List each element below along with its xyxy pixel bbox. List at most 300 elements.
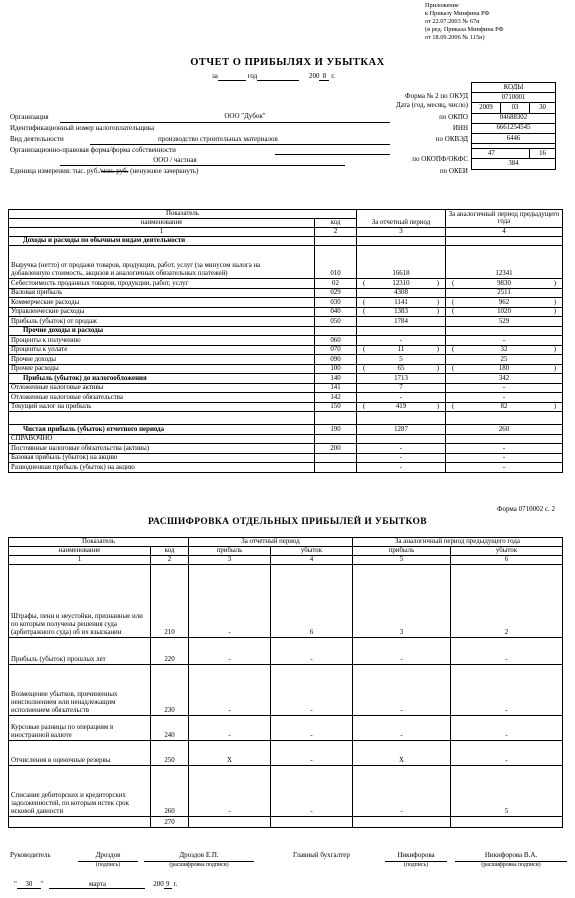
date-month[interactable]: 03 [501, 103, 530, 113]
row-code: 200 [315, 444, 357, 454]
okopf-label: по ОКОПФ/ОКФС [412, 155, 468, 163]
table-row [9, 246, 563, 279]
period-blank-2[interactable] [257, 72, 299, 81]
row-code: 070 [315, 345, 357, 355]
t2-profit-header: прибыль [189, 546, 271, 555]
previous-value[interactable]: - [446, 336, 563, 346]
unit-label-pre: Единица измерения: тыс. руб./ [10, 167, 102, 175]
sign-date-month[interactable]: марта [49, 880, 145, 889]
activity-label: Вид деятельности [10, 135, 64, 143]
current-profit[interactable]: - [189, 765, 271, 816]
value: 180 [498, 365, 510, 373]
org-label: Организация [10, 113, 49, 121]
current-value[interactable]: 5 [357, 355, 446, 365]
current-loss[interactable]: - [271, 765, 353, 816]
row-code [315, 326, 357, 336]
table-row [9, 279, 563, 289]
table-row [9, 664, 563, 715]
value: 12310 [392, 279, 410, 287]
row-name: Выручка (нетто) от продажи товаров, продукции, работ, услуг (за минусом налога на добавленную стоимость, акцизов и аналогичных обязательных платежей) [9, 246, 315, 279]
previous-value[interactable] [446, 236, 563, 246]
paren-wrap [448, 308, 560, 316]
sign-year-digit[interactable]: 9 [164, 880, 172, 889]
previous-value[interactable]: 529 [446, 317, 563, 327]
appendix-line: (в ред. Приказа Минфина РФ [425, 26, 504, 34]
close-paren: ) [553, 365, 556, 373]
previous-value[interactable] [446, 298, 563, 308]
table-row [9, 383, 563, 393]
close-paren: ) [553, 298, 556, 306]
row-name: Отложенные налоговые обязательства [9, 393, 315, 403]
previous-value[interactable] [446, 279, 563, 289]
unit-label-post: (ненужное зачеркнуть) [128, 167, 199, 175]
value: 65 [397, 365, 405, 373]
current-value[interactable]: - [357, 336, 446, 346]
accountant-label: Главный бухгалтер [293, 851, 350, 859]
current-value[interactable] [357, 434, 446, 444]
current-value[interactable]: 1713 [357, 374, 446, 384]
current-loss[interactable] [271, 816, 353, 827]
table-row [9, 298, 563, 308]
table-row [9, 564, 563, 637]
table-row [9, 816, 563, 827]
table-row [9, 364, 563, 374]
value: 962 [498, 298, 510, 306]
org-value[interactable]: ООО "Дубок" [224, 112, 266, 120]
paren-wrap [359, 299, 443, 307]
table-row [9, 393, 563, 403]
current-loss[interactable]: - [271, 715, 353, 740]
table-row [9, 336, 563, 346]
row-name: Штрафы, пени и неустойки, признанные или по которым получены решения суда (арбитражного суда) об их взыскании [9, 564, 151, 637]
row-code: 230 [151, 664, 189, 715]
current-profit[interactable]: - [189, 664, 271, 715]
unit-label-struck: млн. руб. [101, 167, 129, 175]
value: 1020 [497, 308, 511, 316]
previous-value[interactable] [446, 412, 563, 425]
previous-profit[interactable]: - [353, 637, 451, 664]
current-loss[interactable]: - [271, 664, 353, 715]
row-name: Прочие доходы [9, 355, 315, 365]
row-name: Коммерческие расходы [9, 298, 315, 308]
unit-label [10, 167, 198, 175]
paren-wrap [359, 308, 443, 316]
value: 32 [500, 346, 508, 354]
paren-wrap [448, 403, 560, 411]
current-profit[interactable]: X [189, 740, 271, 765]
row-code: 141 [315, 383, 357, 393]
previous-period-header: За аналогичный период предыдущего года [446, 210, 563, 228]
row-code: 140 [315, 374, 357, 384]
open-paren: ( [452, 298, 455, 306]
open-paren: ( [363, 365, 366, 373]
t2-current-header: За отчетный период [189, 538, 353, 547]
current-value[interactable] [357, 345, 446, 355]
t2-col-num: 5 [353, 555, 451, 564]
row-name: Отчисления в оценочные резервы [9, 740, 151, 765]
open-paren: ( [452, 403, 455, 411]
current-value[interactable] [357, 279, 446, 289]
previous-profit[interactable]: - [353, 765, 451, 816]
row-name: Отложенные налоговые активы [9, 383, 315, 393]
row-code: 029 [315, 288, 357, 298]
inn-label: ИНН [452, 124, 468, 132]
row-code: 090 [315, 355, 357, 365]
t2-col-num: 2 [151, 555, 189, 564]
previous-loss[interactable]: 2 [451, 564, 563, 637]
paren-wrap [448, 299, 560, 307]
t2-code-header: код [151, 546, 189, 555]
row-name: Базовая прибыль (убыток) на акцию [9, 453, 315, 463]
row-name: Чистая прибыль (убыток) отчетного периода [9, 425, 315, 435]
row-name: Возмещение убытков, причиненных неисполнением или ненадлежащим исполнением обязательств [9, 664, 151, 715]
row-code: 02 [315, 279, 357, 289]
col-num-2: 2 [315, 227, 357, 236]
row-name: Управленческие расходы [9, 307, 315, 317]
row-name: СПРАВОЧНО [9, 434, 315, 444]
head-name-hint: (расшифровка подписи) [169, 862, 229, 868]
table-row [9, 374, 563, 384]
date-label: Дата (год, месяц, число) [395, 101, 468, 109]
current-value[interactable] [357, 326, 446, 336]
row-code: 050 [315, 317, 357, 327]
row-code [315, 434, 357, 444]
previous-value[interactable]: - [446, 453, 563, 463]
current-value[interactable]: - [357, 444, 446, 454]
paren-wrap [359, 280, 443, 288]
table-row [9, 453, 563, 463]
close-paren: ) [436, 298, 439, 306]
breakdown-table [8, 537, 563, 828]
previous-value[interactable]: - [446, 463, 563, 473]
head-signature[interactable]: Дроздов [95, 851, 121, 859]
okved-label: по ОКВЭД [435, 135, 468, 143]
row-code: 142 [315, 393, 357, 403]
close-paren: ) [436, 308, 439, 316]
appendix-line: Приложение [425, 2, 459, 9]
table-row [9, 765, 563, 816]
legal-form-label: Организационно-правовая форма/форма собственности [10, 146, 176, 154]
previous-value[interactable] [446, 345, 563, 355]
value: 1141 [394, 298, 408, 306]
row-name: Текущий налог на прибыль [9, 402, 315, 412]
t2-name-header: наименование [9, 546, 151, 555]
date-year[interactable]: 2009 [472, 103, 501, 113]
head-sig-hint: (подпись) [95, 862, 121, 868]
indicator-header: Показатель [9, 210, 357, 219]
previous-value[interactable] [446, 402, 563, 412]
table-row [9, 425, 563, 435]
previous-value[interactable] [446, 326, 563, 336]
row-name: Прочие расходы [9, 364, 315, 374]
row-code [315, 412, 357, 425]
previous-value[interactable] [446, 434, 563, 444]
row-code: 060 [315, 336, 357, 346]
appendix-line: от 22.07.2003 № 67н [425, 18, 480, 26]
row-code [315, 453, 357, 463]
value: 9830 [497, 279, 511, 287]
report-period [212, 72, 335, 81]
name-header: наименование [9, 218, 315, 227]
okpo-code[interactable]: 04688302 [472, 113, 556, 123]
current-loss[interactable]: - [271, 637, 353, 664]
current-value[interactable]: 7 [357, 383, 446, 393]
sign-year-pre: 200 [153, 880, 164, 888]
okud-label: Форма № 2 по ОКУД [405, 92, 468, 100]
close-paren: ) [553, 403, 556, 411]
period-prefix: за [212, 72, 218, 80]
col-num-3: 3 [357, 227, 446, 236]
current-value[interactable]: 1287 [357, 425, 446, 435]
row-name: Списание дебиторских и кредиторских задолженностей, по которым истек срок исковой давности [9, 765, 151, 816]
paren-wrap [448, 280, 560, 288]
current-value[interactable] [357, 307, 446, 317]
current-value[interactable]: - [357, 393, 446, 403]
head-name[interactable]: Дроздов Е.П. [179, 851, 219, 859]
row-code: 220 [151, 637, 189, 664]
table-row [9, 307, 563, 317]
previous-profit[interactable]: - [353, 664, 451, 715]
row-name: Постоянные налоговые обязательства (активы) [9, 444, 315, 454]
breakdown-title: РАСШИФРОВКА ОТДЕЛЬНЫХ ПРИБЫЛЕЙ И УБЫТКОВ [147, 517, 428, 527]
table-row [9, 288, 563, 298]
value: 82 [500, 403, 508, 411]
current-value[interactable] [357, 298, 446, 308]
close-paren: ) [553, 346, 556, 354]
accountant-signature[interactable]: Никифорова [397, 851, 435, 859]
appendix-line: от 18.09.2006 № 115н) [425, 34, 485, 42]
sign-date: " 30 " марта 200 9 г. [14, 880, 178, 888]
row-name: Валовая прибыль [9, 288, 315, 298]
form-ref-page2: Форма 0710002 с. 2 [497, 505, 556, 513]
previous-value[interactable]: 342 [446, 374, 563, 384]
open-paren: ( [452, 279, 455, 287]
inn-code[interactable]: 6661254545 [472, 123, 556, 133]
appendix-note [425, 2, 503, 42]
current-value[interactable] [357, 402, 446, 412]
previous-value[interactable]: - [446, 383, 563, 393]
period-word: год [247, 72, 258, 80]
row-code: 240 [151, 715, 189, 740]
year-suffix: г. [331, 72, 336, 80]
paren-wrap [448, 346, 560, 354]
row-code: 270 [151, 816, 189, 827]
row-name: Разводненная прибыль (убыток) на акцию [9, 463, 315, 473]
t2-loss-prev-header: убыток [451, 546, 563, 555]
row-code: 210 [151, 564, 189, 637]
legal-form-value[interactable]: ООО / частная [153, 156, 197, 164]
paren-wrap [448, 365, 560, 373]
current-value[interactable] [357, 236, 446, 246]
open-paren: ( [363, 308, 366, 316]
acc-name-hint: (расшифровка подписи) [481, 862, 541, 868]
previous-value[interactable] [446, 364, 563, 374]
year-digit[interactable]: 8 [319, 72, 329, 81]
appendix-line: к Приказу Минфина РФ [425, 10, 490, 18]
open-paren: ( [363, 298, 366, 306]
t2-profit-prev-header: прибыль [353, 546, 451, 555]
t2-col-num: 4 [271, 555, 353, 564]
period-blank[interactable] [218, 72, 246, 81]
row-name [9, 412, 315, 425]
row-name: Доходы и расходы по обычным видам деятельности [9, 236, 315, 246]
current-profit[interactable]: - [189, 564, 271, 637]
table-row [9, 434, 563, 444]
previous-profit[interactable] [353, 816, 451, 827]
col-num-1: 1 [9, 227, 315, 236]
current-value[interactable]: 4308 [357, 288, 446, 298]
table-row [9, 444, 563, 454]
activity-value[interactable]: производство строительных материалов [158, 135, 278, 143]
row-name: Прибыль (убыток) до налогообложения [9, 374, 315, 384]
t2-prev-header: За аналогичный период предыдущего года [353, 538, 563, 547]
previous-profit[interactable]: X [353, 740, 451, 765]
table-row [9, 715, 563, 740]
previous-loss[interactable]: - [451, 715, 563, 740]
inn-full-label: Идентификационный номер налогоплательщика [10, 124, 155, 132]
previous-loss[interactable] [451, 816, 563, 827]
acc-sig-hint: (подпись) [403, 862, 429, 868]
table-row [9, 355, 563, 365]
close-paren: ) [436, 365, 439, 373]
previous-value[interactable]: 25 [446, 355, 563, 365]
col-num-4: 4 [446, 227, 563, 236]
report-title: ОТЧЕТ О ПРИБЫЛЯХ И УБЫТКАХ [190, 57, 385, 68]
table-row [9, 345, 563, 355]
okei-code[interactable]: 384 [472, 159, 556, 169]
close-paren: ) [436, 403, 439, 411]
row-code [315, 463, 357, 473]
current-loss[interactable]: - [271, 740, 353, 765]
legal-underline-a [275, 154, 390, 155]
previous-loss[interactable]: - [451, 664, 563, 715]
table-row [9, 402, 563, 412]
row-name: Проценты к уплате [9, 345, 315, 355]
open-paren: ( [452, 308, 455, 316]
open-paren: ( [363, 403, 366, 411]
table-row [9, 236, 563, 246]
open-paren: ( [363, 346, 366, 354]
sign-year-post: г. [173, 880, 178, 888]
sign-date-day[interactable]: 30 [17, 880, 41, 889]
row-name: Курсовые разницы по операциям в иностранной валюте [9, 715, 151, 740]
current-value[interactable]: 16618 [357, 246, 446, 279]
current-value[interactable]: - [357, 453, 446, 463]
row-code: 040 [315, 307, 357, 317]
table-row [9, 463, 563, 473]
previous-loss[interactable]: - [451, 637, 563, 664]
row-name [9, 816, 151, 827]
legal-underline-b [60, 165, 345, 166]
t2-col-num: 3 [189, 555, 271, 564]
okpo-label: по ОКПО [439, 113, 468, 121]
previous-value[interactable] [446, 307, 563, 317]
current-period-header: За отчетный период [357, 210, 446, 228]
okud-code[interactable]: 0710001 [472, 93, 556, 103]
close-paren: ) [436, 279, 439, 287]
row-code [315, 236, 357, 246]
previous-value[interactable]: 260 [446, 425, 563, 435]
head-label: Руководитель [10, 851, 51, 859]
previous-loss[interactable]: - [451, 740, 563, 765]
row-code: 190 [315, 425, 357, 435]
activity-underline [90, 144, 390, 145]
row-name: Прибыль (убыток) от продаж [9, 317, 315, 327]
previous-value[interactable]: - [446, 393, 563, 403]
okved-code[interactable]: 6446 [472, 133, 556, 143]
row-code: 030 [315, 298, 357, 308]
org-underline [60, 122, 390, 123]
current-value[interactable] [357, 412, 446, 425]
previous-loss[interactable]: 5 [451, 765, 563, 816]
value: 11 [397, 346, 405, 354]
close-paren: ) [553, 279, 556, 287]
year-prefix: 200 [308, 72, 320, 80]
current-profit[interactable] [189, 816, 271, 827]
t2-loss-header: убыток [271, 546, 353, 555]
date-day[interactable]: 30 [530, 103, 556, 113]
codes-header: КОДЫ [472, 83, 556, 93]
paren-wrap [359, 365, 443, 373]
t2-col-num: 6 [451, 555, 563, 564]
t2-indicator-header: Показатель [9, 538, 189, 547]
close-paren: ) [436, 346, 439, 354]
open-paren: ( [452, 365, 455, 373]
row-name: Прочие доходы и расходы [9, 326, 315, 336]
table-row [9, 740, 563, 765]
value: 419 [395, 403, 407, 411]
previous-profit[interactable]: - [353, 715, 451, 740]
current-profit[interactable]: - [189, 715, 271, 740]
accountant-name[interactable]: Никифорова В.А. [484, 851, 538, 859]
t2-col-num: 1 [9, 555, 151, 564]
okopf-code[interactable]: 47 [472, 149, 530, 159]
previous-value[interactable]: 12341 [446, 246, 563, 279]
paren-wrap [359, 403, 443, 411]
row-name: Прибыль (убыток) прошлых лет [9, 637, 151, 664]
table-row [9, 412, 563, 425]
row-code: 250 [151, 740, 189, 765]
row-code: 100 [315, 364, 357, 374]
row-name: Себестоимость проданных товаров, продукции, работ, услуг [9, 279, 315, 289]
current-value[interactable] [357, 364, 446, 374]
paren-wrap [359, 346, 443, 354]
row-code: 150 [315, 402, 357, 412]
table-row [9, 317, 563, 327]
value: 1383 [394, 308, 408, 316]
current-profit[interactable]: - [189, 637, 271, 664]
current-value[interactable]: - [357, 463, 446, 473]
previous-value[interactable]: - [446, 444, 563, 454]
open-paren: ( [363, 279, 366, 287]
code-header: код [315, 218, 357, 227]
current-value[interactable]: 1784 [357, 317, 446, 327]
current-loss[interactable]: 6 [271, 564, 353, 637]
codes-box [471, 82, 556, 170]
income-statement-table [8, 209, 563, 473]
table-row [9, 326, 563, 336]
close-paren: ) [553, 308, 556, 316]
previous-profit[interactable]: 3 [353, 564, 451, 637]
okfs-code[interactable]: 16 [530, 149, 556, 159]
row-name: Проценты к получению [9, 336, 315, 346]
previous-value[interactable]: 2511 [446, 288, 563, 298]
open-paren: ( [452, 346, 455, 354]
row-code: 010 [315, 246, 357, 279]
table-row [9, 637, 563, 664]
okei-label: по ОКЕИ [439, 167, 468, 175]
row-code: 260 [151, 765, 189, 816]
